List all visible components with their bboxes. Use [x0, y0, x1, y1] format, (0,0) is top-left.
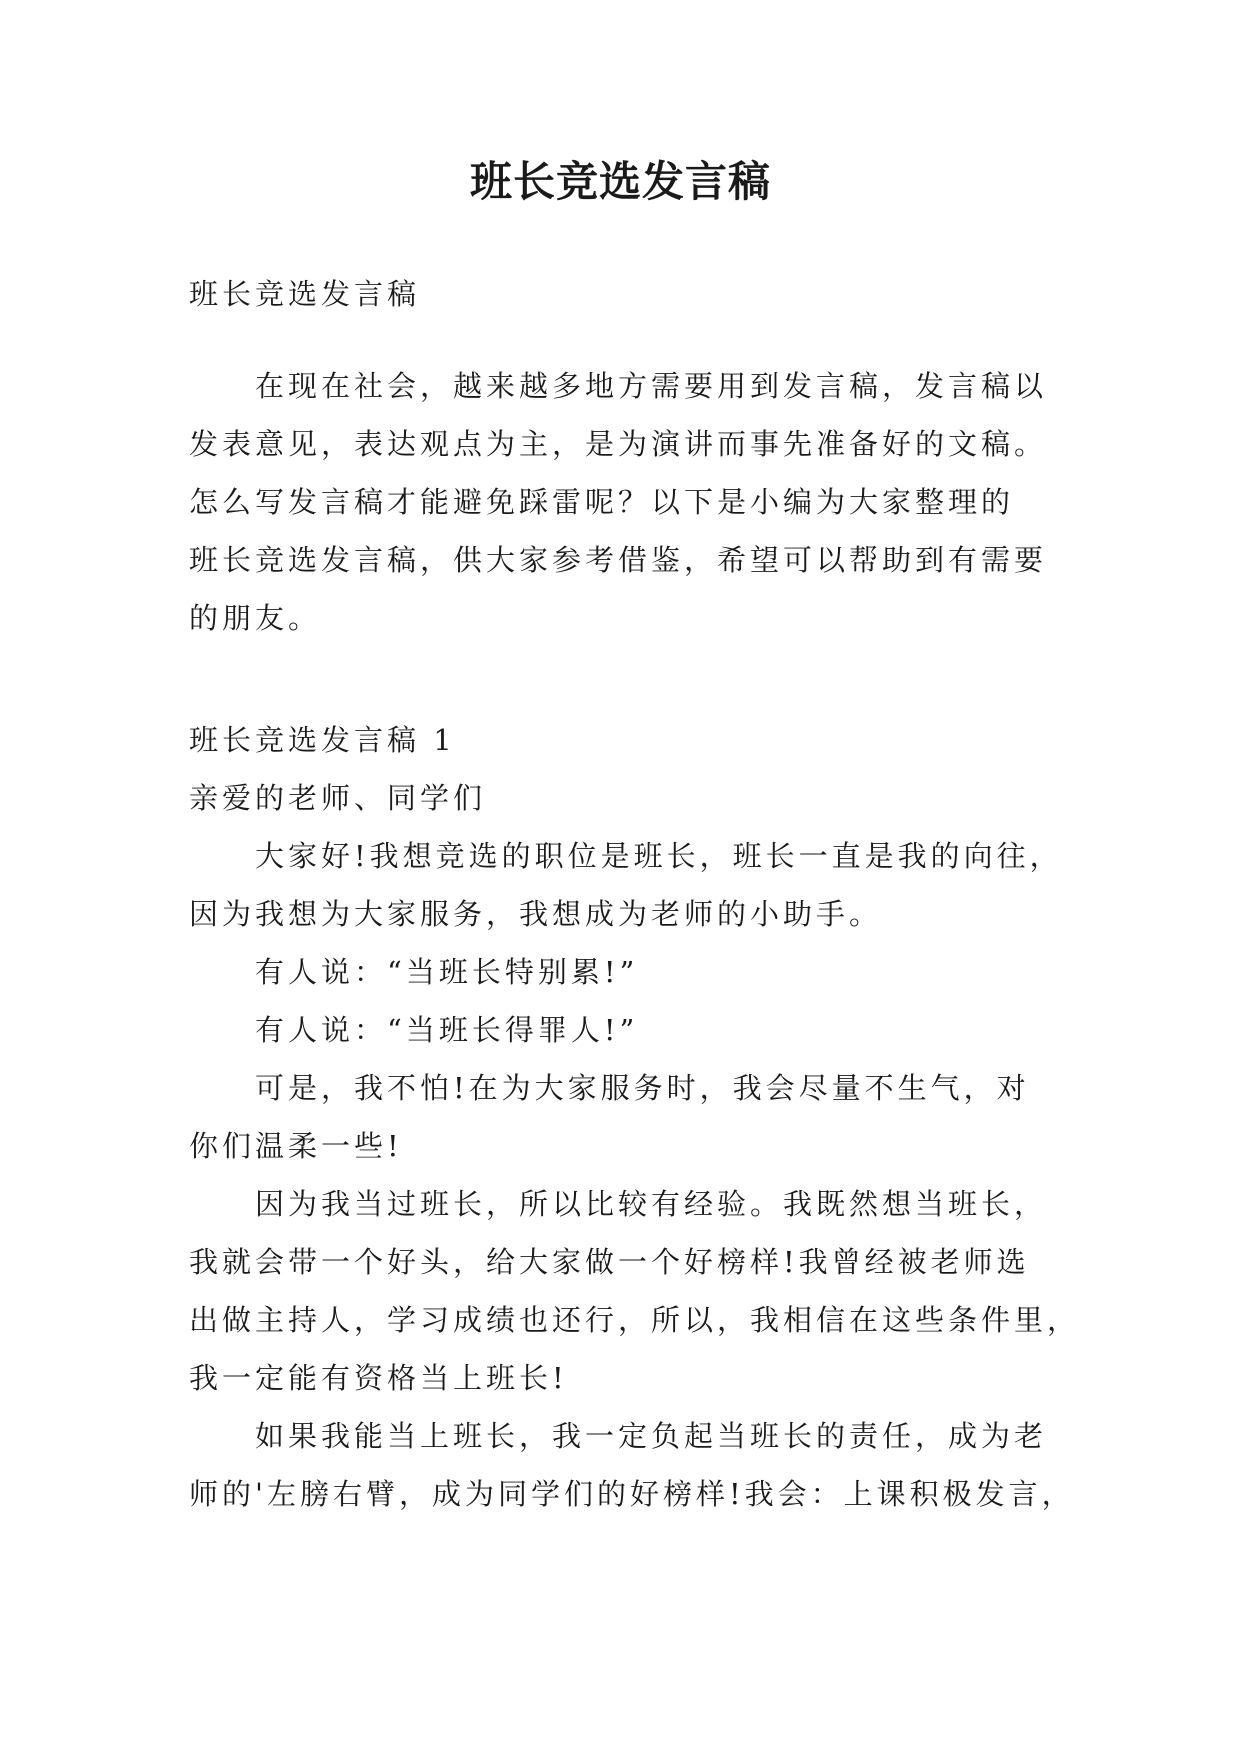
body-line: 我就会带一个好头，给大家做一个好榜样!我曾经被老师选	[189, 1245, 1030, 1279]
intro-line: 在现在社会，越来越多地方需要用到发言稿，发言稿以	[255, 369, 1048, 403]
section-heading	[189, 711, 1049, 769]
body-line: 如果我能当上班长，我一定负起当班长的责任，成为老	[255, 1419, 1048, 1453]
document-title: 班长竞选发言稿	[469, 157, 771, 206]
body-line: 因为我当过班长，所以比较有经验。我既然想当班长，	[255, 1187, 1048, 1221]
salutation	[189, 769, 1049, 827]
section-heading-text: 班长竞选发言稿 1	[189, 723, 456, 757]
document-subtitle	[189, 265, 1049, 323]
intro-line: 班长竞选发言稿，供大家参考借鉴，希望可以帮助到有需要	[189, 543, 1048, 577]
intro-line: 的朋友。	[189, 601, 322, 635]
body-line: 可是，我不怕!在为大家服务时，我会尽量不生气，对	[255, 1071, 1030, 1105]
body-line: 有人说：“当班长特别累!”	[255, 955, 639, 989]
body-line: 师的'左膀右臂，成为同学们的好榜样!我会：上课积极发言，	[189, 1477, 1075, 1511]
intro-line: 怎么写发言稿才能避免踩雷呢？以下是小编为大家整理的	[189, 485, 1015, 519]
subtitle-line: 班长竞选发言稿	[189, 277, 421, 311]
body-line: 我一定能有资格当上班长!	[189, 1361, 568, 1395]
salutation-text: 亲爱的老师、同学们	[189, 781, 487, 815]
intro-paragraph	[189, 357, 1049, 647]
body-line: 大家好!我想竞选的职位是班长，班长一直是我的向往，	[255, 839, 1063, 873]
body-line: 出做主持人，学习成绩也还行，所以，我相信在这些条件里，	[189, 1303, 1081, 1337]
body-line: 有人说：“当班长得罪人!”	[255, 1013, 639, 1047]
body-line: 你们温柔一些!	[189, 1129, 403, 1163]
speech-body	[189, 827, 1081, 1523]
intro-line: 发表意见，表达观点为主，是为演讲而事先准备好的文稿。	[189, 427, 1048, 461]
body-line: 因为我想为大家服务，我想成为老师的小助手。	[189, 897, 883, 931]
